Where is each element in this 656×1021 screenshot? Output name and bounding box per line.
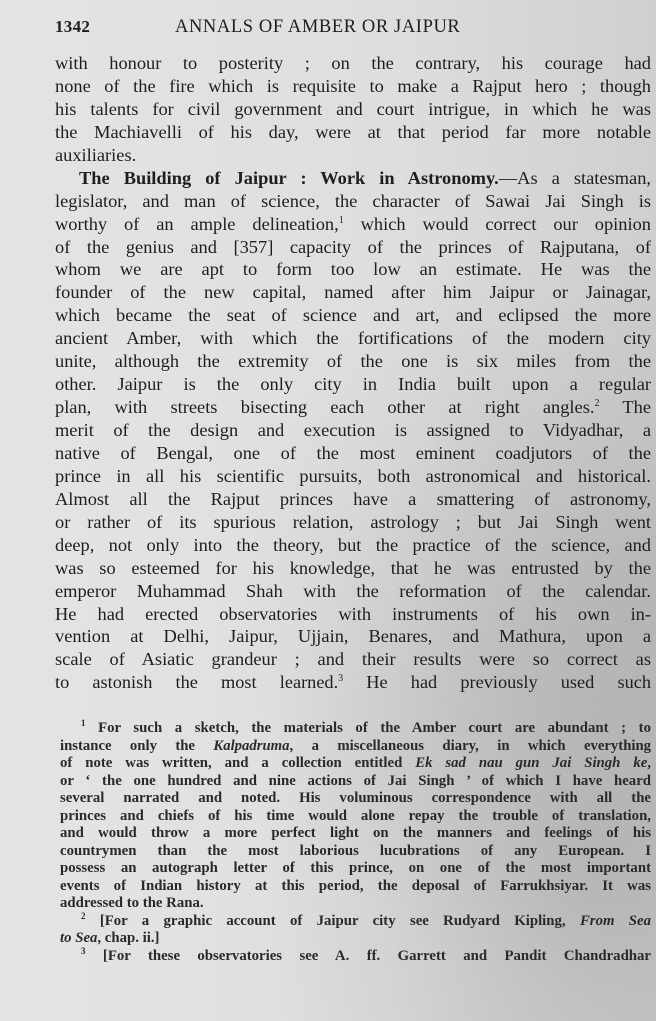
text-line: whom we are apt to form too low an estimate. He was the xyxy=(55,259,651,280)
footnote-line: or ‘ the one hundred and nine actions of Jai Singh ’ of which I have heard xyxy=(60,772,651,789)
text-line: merit of the design and execution is assigned to Vidyadhar, a xyxy=(55,420,651,440)
footnote-1 xyxy=(60,720,651,913)
text-line: He had erected observatories with instruments of his own in- xyxy=(55,603,651,624)
running-head xyxy=(55,17,655,41)
text-line: was so esteemed for his knowledge, that he was entrusted by the xyxy=(55,557,651,578)
footnote-line: several narrated and noted. His voluminous correspondence with all the xyxy=(60,790,651,806)
text-segment: to astonish the most learned. xyxy=(55,672,339,693)
text-line xyxy=(55,167,651,190)
paragraph-2 xyxy=(55,167,651,695)
footnote-reference[interactable]: 3 xyxy=(338,673,344,685)
text-line: the Machiavelli of his day, were at that period far more notable xyxy=(55,121,651,142)
text-segment: , xyxy=(647,755,651,771)
running-head-title: ANNALS OF AMBER OR JAIPUR xyxy=(175,17,461,37)
footnote-reference[interactable]: 1 xyxy=(338,214,344,226)
text-line: emperor Muhammad Shah with the reformation of the calendar. xyxy=(55,580,651,601)
text-line: native of Bengal, one of the most eminent coadjutors of the xyxy=(55,442,651,463)
text-segment: He had previously used such xyxy=(343,672,651,693)
footnote-line xyxy=(60,720,651,738)
italic-title: Ek sad nau gun Jai Singh ke xyxy=(415,755,648,771)
text-line: his talents for civil government and court intrigue, in which he was xyxy=(55,98,651,119)
text-line: ancient Amber, with which the fortifications of the modern city xyxy=(55,328,651,349)
text-line: vention at Delhi, Jaipur, Ujjain, Benares, and Mathura, upon a xyxy=(55,626,651,647)
footnote-reference[interactable]: 2 xyxy=(594,398,600,410)
text-segment: , a miscellaneous diary, in which everything xyxy=(289,737,652,754)
text-segment: worthy of an ample delineation, xyxy=(55,213,339,234)
italic-title: to Sea xyxy=(60,930,98,946)
italic-title: From Sea xyxy=(579,912,651,929)
text-line xyxy=(55,396,651,419)
footnote-line xyxy=(60,945,651,966)
text-line: scale of Asiatic grandeur ; and their results were so correct as xyxy=(55,649,651,670)
text-segment: , chap. ii.] xyxy=(97,930,160,946)
text-line: Almost all the Rajput princes have a smattering of astronomy, xyxy=(55,488,651,509)
text-line: auxiliaries. xyxy=(55,144,137,165)
text-segment: The xyxy=(599,397,651,418)
italic-title: Kalpadruma xyxy=(213,737,290,754)
body-text xyxy=(55,52,651,694)
footnote-line: countrymen than the most laborious lucubrations of any European. I xyxy=(60,842,651,859)
footnote-line: possess an autograph letter of this prince, on one of the most important xyxy=(60,860,651,876)
footnote-line: and would throw a more perfect light on the manners and feelings of his xyxy=(60,825,651,841)
text-segment: plan, with streets bisecting each other at right angles. xyxy=(55,397,595,418)
footnote-2 xyxy=(60,910,651,948)
footnote-line: princes and chiefs of his time would alone repay the trouble of translation, xyxy=(60,807,651,824)
text-segment: For such a sketch, the materials of the Amber court are abundant ; to xyxy=(85,720,651,736)
text-line: founder of the new capital, named after him Jaipur or Jainagar, xyxy=(55,282,651,303)
text-line: legislator, and man of science, the character of Sawai Jai Singh is xyxy=(55,190,651,211)
footnote-3 xyxy=(60,945,651,966)
text-line: which became the seat of science and art, and eclipsed the more xyxy=(55,305,651,326)
text-segment: instance only the xyxy=(60,737,214,754)
text-line: other. Jaipur is the only city in India built upon a regular xyxy=(55,374,651,395)
page-number: 1342 xyxy=(55,17,91,36)
section-heading: The Building of Jaipur : Work in Astronomy. xyxy=(79,167,499,188)
footnote-marker: 1 xyxy=(81,718,86,728)
footnote-marker: 3 xyxy=(81,945,86,956)
text-line xyxy=(55,213,651,236)
footnote-line: addressed to the Rana. xyxy=(60,895,204,911)
text-line: deep, not only into the theory, but the practice of the science, and xyxy=(55,534,651,555)
footnote-line: events of Indian history at this period, the deposal of Farrukhsiyar. It was xyxy=(60,877,651,894)
text-line: with honour to posterity ; on the contrary, his courage had xyxy=(55,53,651,73)
text-segment: of note was written, and a collection entitled xyxy=(60,755,416,771)
text-line: of the genius and [357] capacity of the princes of Rajputana, of xyxy=(55,236,651,257)
text-segment: [For a graphic account of Jaipur city see Rudyard Kipling, xyxy=(85,912,580,929)
text-line xyxy=(55,671,651,694)
paragraph-1 xyxy=(55,52,651,167)
text-segment: —As a statesman, xyxy=(498,167,651,188)
text-segment: [For these observatories see A. ff. Garrett and Pandit Chandradhar xyxy=(85,947,651,964)
footnote-marker: 2 xyxy=(81,910,86,921)
footnotes xyxy=(60,720,651,965)
text-line: none of the fire which is requisite to make a Rajput hero ; though xyxy=(55,75,651,96)
footnote-line xyxy=(60,930,651,948)
text-line: or rather of its spurious relation, astrology ; but Jai Singh went xyxy=(55,511,651,532)
text-line: unite, although the extremity of the one is six miles from the xyxy=(55,351,651,372)
footnote-line xyxy=(60,755,651,773)
footnote-line xyxy=(60,738,651,756)
text-segment: which would correct our opinion xyxy=(343,213,651,234)
text-line: prince in all his scientific pursuits, both astronomical and historical. xyxy=(55,465,651,486)
footnote-line xyxy=(60,910,651,931)
